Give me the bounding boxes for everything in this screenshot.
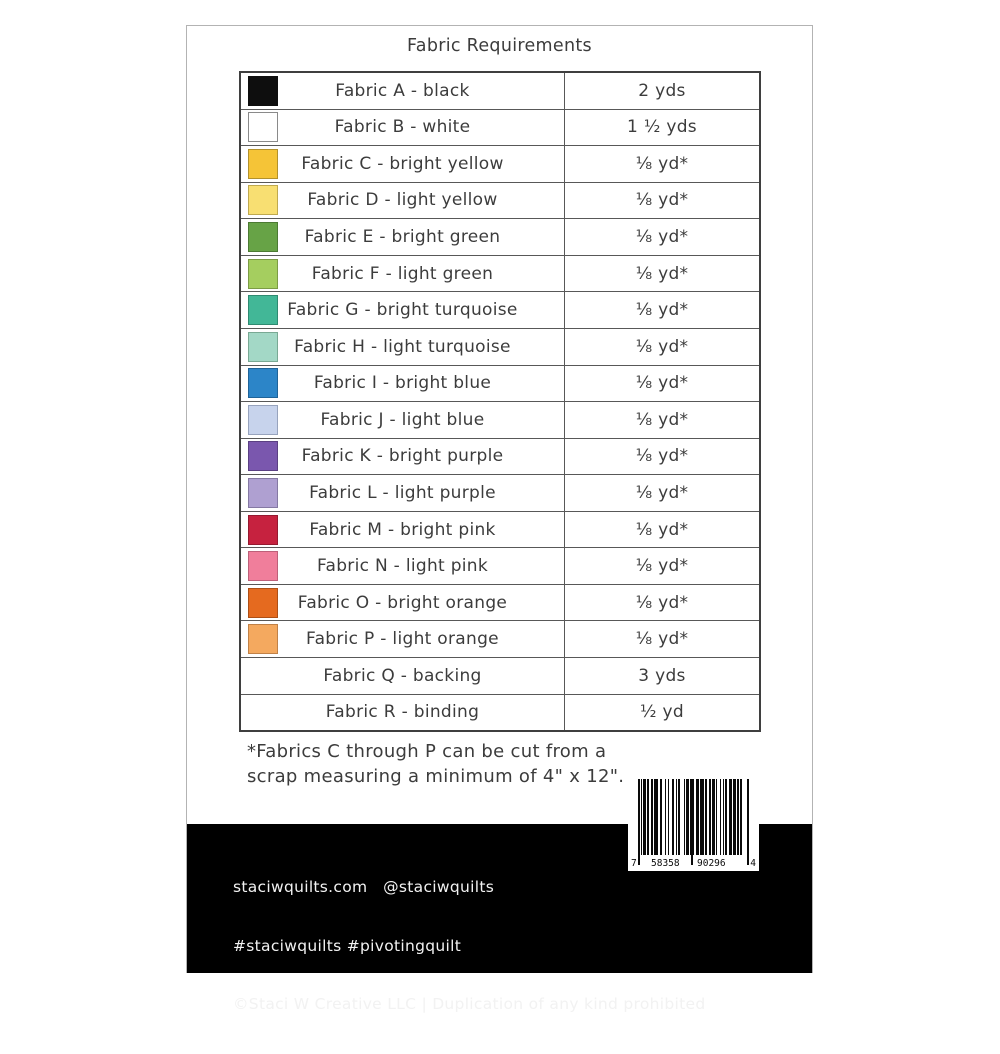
footnote-line-1: *Fabrics C through P can be cut from a	[247, 741, 607, 762]
fabric-swatch	[248, 441, 278, 471]
table-row	[241, 291, 759, 328]
yardage-cell	[565, 256, 759, 292]
fabric-swatch	[248, 149, 278, 179]
yardage-cell	[565, 621, 759, 657]
fabric-name-cell	[241, 512, 565, 548]
fabric-label: Fabric L - light purple	[309, 482, 496, 503]
table-row	[241, 255, 759, 292]
table-row	[241, 328, 759, 365]
yardage-value: ⅛ yd*	[635, 629, 689, 650]
yardage-cell	[565, 402, 759, 438]
fabric-name-cell	[241, 695, 565, 731]
yardage-value: 3 yds	[638, 665, 686, 686]
yardage-value: ⅛ yd*	[635, 409, 689, 430]
table-row	[241, 584, 759, 621]
yardage-cell	[565, 475, 759, 511]
fabric-name-cell	[241, 256, 565, 292]
yardage-value: 1 ½ yds	[627, 117, 697, 138]
fabric-swatch	[248, 185, 278, 215]
yardage-value: ⅛ yd*	[635, 373, 689, 394]
fabric-swatch	[248, 368, 278, 398]
fabric-swatch	[248, 624, 278, 654]
fabric-label: Fabric R - binding	[325, 702, 480, 723]
footer-text	[233, 839, 706, 1054]
page-card	[186, 25, 813, 1013]
fabric-name-cell	[241, 219, 565, 255]
fabric-label: Fabric A - black	[335, 80, 470, 101]
fabric-label: Fabric P - light orange	[306, 629, 499, 650]
fabric-name-cell	[241, 402, 565, 438]
upc-barcode	[628, 773, 759, 871]
footnote	[247, 740, 624, 789]
footer-website-line: staciwquilts.com @staciwquilts	[233, 878, 495, 896]
yardage-value: ⅛ yd*	[635, 519, 689, 540]
footnote-line-2: scrap measuring a minimum of 4" x 12".	[247, 765, 625, 787]
table-row	[241, 365, 759, 402]
yardage-cell	[565, 183, 759, 219]
yardage-cell	[565, 292, 759, 328]
barcode-digit-left: 7	[631, 858, 637, 869]
yardage-cell	[565, 548, 759, 584]
fabric-label: Fabric I - bright blue	[313, 373, 492, 394]
yardage-cell	[565, 658, 759, 694]
page-title: Fabric Requirements	[407, 36, 592, 56]
fabric-swatch	[248, 76, 278, 106]
fabric-label: Fabric H - light turquoise	[294, 336, 511, 357]
yardage-value: ⅛ yd*	[635, 190, 689, 211]
table-row	[241, 109, 759, 146]
fabric-name-cell	[241, 292, 565, 328]
fabric-label: Fabric C - bright yellow	[301, 153, 504, 174]
barcode-digit-group2: 90296	[697, 858, 726, 869]
fabric-name-cell	[241, 439, 565, 475]
fabric-name-cell	[241, 110, 565, 146]
table-row	[241, 401, 759, 438]
barcode-digit-right: 4	[750, 858, 756, 869]
fabric-swatch	[248, 515, 278, 545]
yardage-value: ⅛ yd*	[635, 263, 689, 284]
fabric-swatch	[248, 405, 278, 435]
fabric-swatch	[248, 588, 278, 618]
yardage-value: ⅛ yd*	[635, 556, 689, 577]
table-row	[241, 438, 759, 475]
fabric-label: Fabric B - white	[334, 117, 471, 138]
fabric-swatch	[248, 222, 278, 252]
fabric-swatch	[248, 259, 278, 289]
yardage-cell	[565, 439, 759, 475]
barcode-guard-middle	[691, 779, 693, 865]
fabric-name-cell	[241, 329, 565, 365]
fabric-requirements-table	[239, 71, 761, 732]
yardage-cell	[565, 329, 759, 365]
table-row	[241, 145, 759, 182]
fabric-label: Fabric J - light blue	[320, 409, 485, 430]
fabric-label: Fabric K - bright purple	[301, 446, 504, 467]
yardage-cell	[565, 73, 759, 109]
fabric-label: Fabric N - light pink	[316, 556, 489, 577]
yardage-cell	[565, 512, 759, 548]
barcode-digit-group1: 58358	[651, 858, 680, 869]
fabric-name-cell	[241, 475, 565, 511]
fabric-swatch	[248, 295, 278, 325]
fabric-name-cell	[241, 73, 565, 109]
footer-hashtags-line: #staciwquilts #pivotingquilt	[233, 936, 462, 955]
table-row	[241, 218, 759, 255]
yardage-value: ⅛ yd*	[635, 336, 689, 357]
yardage-cell	[565, 695, 759, 731]
barcode-bars	[638, 779, 749, 855]
fabric-swatch	[248, 112, 278, 142]
fabric-name-cell	[241, 366, 565, 402]
fabric-swatch	[248, 478, 278, 508]
fabric-name-cell	[241, 621, 565, 657]
yardage-cell	[565, 585, 759, 621]
yardage-value: ⅛ yd*	[635, 300, 689, 321]
yardage-cell	[565, 110, 759, 146]
table-row	[241, 620, 759, 657]
table-row	[241, 73, 759, 109]
fabric-label: Fabric E - bright green	[304, 227, 501, 248]
fabric-label: Fabric G - bright turquoise	[287, 300, 518, 321]
yardage-cell	[565, 219, 759, 255]
fabric-name-cell	[241, 146, 565, 182]
barcode-digits	[628, 856, 759, 869]
fabric-name-cell	[241, 658, 565, 694]
barcode-guard-right	[747, 779, 749, 865]
yardage-value: ⅛ yd*	[635, 592, 689, 613]
table-row	[241, 511, 759, 548]
table-row	[241, 182, 759, 219]
table-row	[241, 547, 759, 584]
fabric-label: Fabric M - bright pink	[309, 519, 496, 540]
yardage-value: ⅛ yd*	[635, 482, 689, 503]
fabric-swatch	[248, 551, 278, 581]
yardage-value: 2 yds	[638, 80, 686, 101]
yardage-value: ⅛ yd*	[635, 153, 689, 174]
fabric-label: Fabric O - bright orange	[297, 592, 508, 613]
yardage-value: ⅛ yd*	[635, 227, 689, 248]
fabric-name-cell	[241, 585, 565, 621]
fabric-swatch	[248, 332, 278, 362]
yardage-value: ⅛ yd*	[635, 446, 689, 467]
table-row	[241, 694, 759, 731]
barcode-guard-left	[638, 779, 640, 865]
table-row	[241, 657, 759, 694]
yardage-value: ½ yd	[640, 702, 684, 723]
table-row	[241, 474, 759, 511]
yardage-cell	[565, 146, 759, 182]
fabric-label: Fabric D - light yellow	[307, 190, 498, 211]
fabric-name-cell	[241, 548, 565, 584]
fabric-label: Fabric Q - backing	[323, 665, 482, 686]
yardage-cell	[565, 366, 759, 402]
fabric-name-cell	[241, 183, 565, 219]
footer-copyright-line: ©Staci W Creative LLC | Duplication of any kind prohibited	[233, 995, 706, 1013]
fabric-label: Fabric F - light green	[311, 263, 494, 284]
